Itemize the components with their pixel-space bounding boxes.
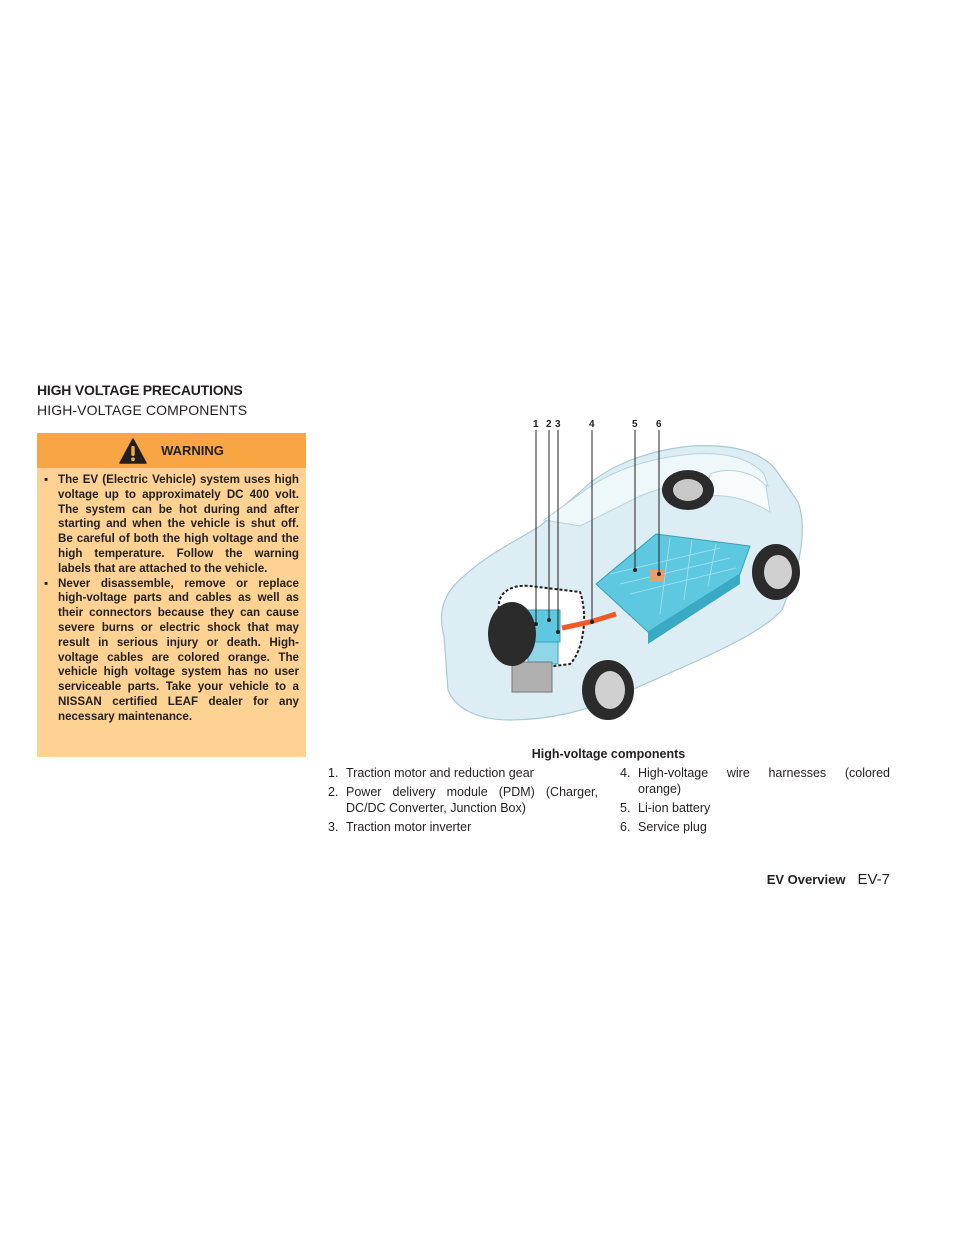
component-text: Power delivery module (PDM) (Charger, DC/DC Converter, Junction Box): [346, 785, 598, 815]
section-title: HIGH VOLTAGE PRECAUTIONS: [37, 382, 243, 398]
bullet: ▪: [44, 473, 49, 486]
wheel-rear-top-hub: [673, 479, 703, 501]
warning-item: [44, 473, 299, 577]
component-text: Traction motor inverter: [346, 820, 472, 834]
component-number: 5.: [620, 801, 631, 815]
subsection-title: HIGH-VOLTAGE COMPONENTS: [37, 402, 248, 418]
footer-section: EV Overview: [766, 872, 846, 887]
component-item: [620, 800, 890, 816]
component-number: 1.: [328, 766, 339, 780]
component-item: [620, 765, 890, 797]
component-item: [328, 784, 598, 816]
vehicle-illustration-svg: [430, 414, 810, 734]
component-number: 2.: [328, 785, 339, 799]
exclamation-triangle-icon: [119, 438, 147, 464]
service-plug: [650, 570, 664, 582]
page-footer: [767, 871, 890, 888]
warning-item: [44, 577, 299, 725]
callout-6: 6: [656, 419, 662, 430]
component-item: [620, 819, 890, 835]
bullet: ▪: [44, 576, 49, 590]
callout-4: 4: [589, 419, 595, 430]
components-list-right: [620, 765, 890, 838]
component-number: 6.: [620, 820, 631, 834]
callout-3: 3: [555, 419, 561, 430]
component-text: Service plug: [638, 820, 707, 834]
warning-label: WARNING: [161, 443, 224, 458]
traction-motor: [512, 662, 552, 692]
vehicle-illustration: [430, 414, 810, 734]
callout-2: 2: [546, 419, 552, 430]
component-text: Li-ion battery: [638, 801, 711, 815]
warning-item-text: The EV (Electric Vehicle) system uses high voltage up to approximately DC 400 volt. The system can be hot during and after starting and when the vehicle is shut off. Be careful of both the high voltage and the high temperature. Follow the warning labels that are attached to the vehicle.: [58, 473, 299, 575]
component-number: 4.: [620, 766, 631, 780]
component-text: Traction motor and reduction gear: [346, 766, 534, 780]
wheel-front-right-hub: [595, 671, 625, 709]
component-item: [328, 765, 598, 781]
components-list-left: [328, 765, 598, 838]
component-text: High-voltage wire harnesses (colored orange): [638, 766, 890, 796]
page-number: EV-7: [857, 871, 890, 888]
callout-1: 1: [533, 419, 539, 430]
callout-5: 5: [632, 419, 638, 430]
figure-caption: High-voltage components: [531, 747, 686, 761]
warning-list: [37, 468, 306, 725]
wheel-front-left: [488, 602, 536, 666]
wheel-rear-right-hub: [764, 555, 792, 589]
warning-header: [37, 433, 306, 468]
warning-box: [37, 433, 306, 757]
warning-item-text: Never disassemble, remove or replace high-voltage parts and cables as well as their connectors because they can cause severe burns or electric shock that may result in serious injury or death. High-voltage cables are colored orange. The vehicle high voltage system has no user serviceable parts. Take your vehicle to a NISSAN certified LEAF dealer for any necessary maintenance.: [58, 576, 299, 723]
component-number: 3.: [328, 820, 339, 834]
component-item: [328, 819, 598, 835]
